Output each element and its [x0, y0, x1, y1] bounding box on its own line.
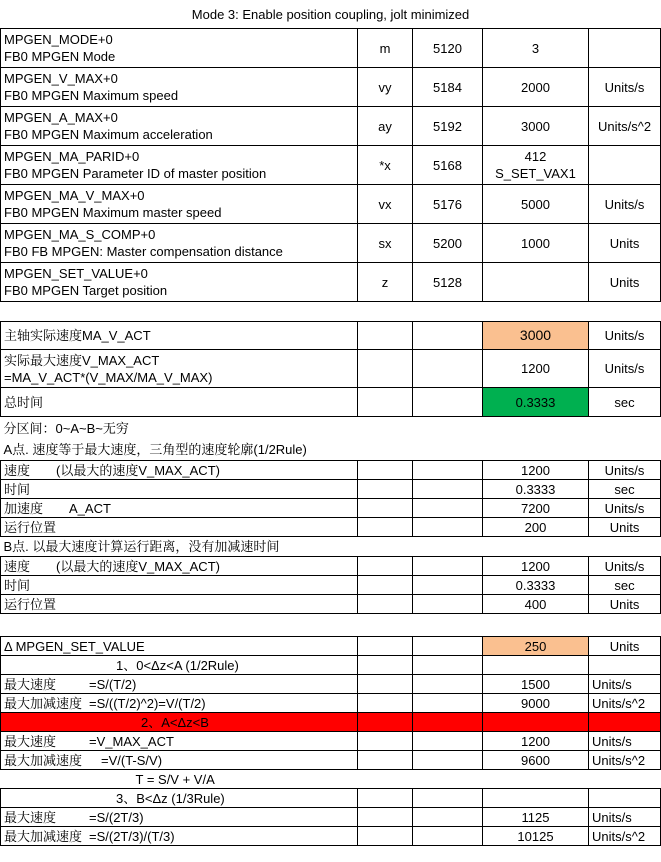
case3-heading-row	[1, 789, 661, 808]
section-b-unit: sec	[589, 576, 661, 595]
param-unit: Units/s	[589, 185, 661, 224]
section-a-unit: Units	[589, 518, 661, 537]
case3-speed-value: 1125	[483, 808, 589, 827]
param-unit: Units/s^2	[589, 107, 661, 146]
param-value: 1000	[483, 224, 589, 263]
section-b-unit: Units/s	[589, 557, 661, 576]
section-a-unit: sec	[589, 480, 661, 499]
case2-accel-row	[1, 751, 661, 770]
section-a-value: 1200	[483, 461, 589, 480]
case2-speed-row	[1, 732, 661, 751]
section-a-heading: A点. 速度等于最大速度，三角型的速度轮廓(1/2Rule)	[1, 440, 661, 461]
param-row	[1, 107, 661, 146]
case1-speed-unit: Units/s	[589, 675, 661, 694]
param-address: 5184	[413, 68, 483, 107]
section-a-label: 时间	[1, 480, 358, 499]
total-time-value: 0.3333	[483, 388, 589, 417]
case2-heading-row	[1, 713, 661, 732]
param-address: 5192	[413, 107, 483, 146]
param-value: 412 S_SET_VAX1	[483, 146, 589, 185]
section-a-value: 200	[483, 518, 589, 537]
param-unit: Units	[589, 224, 661, 263]
case1-speed-row	[1, 675, 661, 694]
param-name: MPGEN_SET_VALUE+0 FB0 MPGEN Target position	[1, 263, 358, 302]
total-time-unit: sec	[589, 388, 661, 417]
case2-accel-value: 9600	[483, 751, 589, 770]
section-a-row	[1, 480, 661, 499]
section-a-unit: Units/s	[589, 461, 661, 480]
case1-speed: 最大速度 =S/(T/2)	[1, 675, 358, 694]
case3-speed-row	[1, 808, 661, 827]
param-name: MPGEN_MODE+0 FB0 MPGEN Mode	[1, 29, 358, 68]
param-name: MPGEN_V_MAX+0 FB0 MPGEN Maximum speed	[1, 68, 358, 107]
param-value: 3000	[483, 107, 589, 146]
vmax-act-value: 1200	[483, 350, 589, 388]
param-address: 5120	[413, 29, 483, 68]
case1-accel-value: 9000	[483, 694, 589, 713]
section-b-heading: B点. 以最大速度计算运行距离，没有加减速时间	[1, 537, 661, 557]
section-b-row	[1, 557, 661, 576]
section-a-value: 7200	[483, 499, 589, 518]
param-symbol: m	[358, 29, 413, 68]
section-a-value: 0.3333	[483, 480, 589, 499]
param-value: 5000	[483, 185, 589, 224]
master-speed-row	[1, 322, 661, 350]
vmax-act-unit: Units/s	[589, 350, 661, 388]
section-b-label: 速度 (以最大的速度V_MAX_ACT)	[1, 557, 358, 576]
case3-accel-unit: Units/s^2	[589, 827, 661, 846]
param-unit	[589, 29, 661, 68]
param-row	[1, 68, 661, 107]
param-unit: Units	[589, 263, 661, 302]
section-b-value: 1200	[483, 557, 589, 576]
delta-row	[1, 637, 661, 656]
case1-accel-row	[1, 694, 661, 713]
sheet-title: Mode 3: Enable position coupling, jolt minimized	[191, 6, 470, 22]
case3-speed-unit: Units/s	[589, 808, 661, 827]
section-b-label: 运行位置	[1, 595, 358, 614]
param-address: 5200	[413, 224, 483, 263]
zone-label: 分区间：0~A~B~无穷	[3, 420, 129, 436]
case3-heading: 3、B<Δz (1/3Rule)	[1, 789, 358, 808]
delta-label: Δ MPGEN_SET_VALUE	[1, 637, 358, 656]
master-speed-value[interactable]: 3000	[483, 322, 589, 350]
master-speed-unit: Units/s	[589, 322, 661, 350]
case2-accel: 最大加减速度 =V/(T-S/V)	[1, 751, 358, 770]
section-b-row	[1, 595, 661, 614]
param-symbol: z	[358, 263, 413, 302]
case3-accel: 最大加减速度 =S/(2T/3)/(T/3)	[1, 827, 358, 846]
case2-accel-unit: Units/s^2	[589, 751, 661, 770]
case2-heading: 2、A<Δz<B	[1, 713, 358, 732]
param-symbol: ay	[358, 107, 413, 146]
param-name: MPGEN_MA_S_COMP+0 FB0 FB MPGEN: Master compensation distance	[1, 224, 358, 263]
case2-speed-value: 1200	[483, 732, 589, 751]
delta-unit: Units	[589, 637, 661, 656]
master-speed-label: 主轴实际速度MA_V_ACT	[1, 322, 358, 350]
case2-time-formula: T = S/V + V/A	[1, 770, 358, 789]
param-name: MPGEN_A_MAX+0 FB0 MPGEN Maximum acceleration	[1, 107, 358, 146]
param-row	[1, 29, 661, 68]
param-row	[1, 224, 661, 263]
vmax-act-label: 实际最大速度V_MAX_ACT =MA_V_ACT*(V_MAX/MA_V_MAX)	[1, 350, 358, 388]
param-symbol: *x	[358, 146, 413, 185]
param-unit	[589, 146, 661, 185]
section-a-label: 加速度 A_ACT	[1, 499, 358, 518]
param-value: 3	[483, 29, 589, 68]
section-a-row	[1, 518, 661, 537]
section-a-row	[1, 461, 661, 480]
case2-formula-row	[1, 770, 661, 789]
param-value	[483, 263, 589, 302]
total-time-row	[1, 388, 661, 417]
param-row	[1, 185, 661, 224]
section-a-label: 速度 (以最大的速度V_MAX_ACT)	[1, 461, 358, 480]
section-b-unit: Units	[589, 595, 661, 614]
case1-heading: 1、0<Δz<A (1/2Rule)	[1, 656, 358, 675]
param-name: MPGEN_MA_V_MAX+0 FB0 MPGEN Maximum master speed	[1, 185, 358, 224]
param-value: 2000	[483, 68, 589, 107]
section-b-value: 400	[483, 595, 589, 614]
param-address: 5128	[413, 263, 483, 302]
param-name: MPGEN_MA_PARID+0 FB0 MPGEN Parameter ID of master position	[1, 146, 358, 185]
case3-speed: 最大速度 =S/(2T/3)	[1, 808, 358, 827]
case1-speed-value: 1500	[483, 675, 589, 694]
section-b-value: 0.3333	[483, 576, 589, 595]
section-a-unit: Units/s	[589, 499, 661, 518]
section-b-row	[1, 576, 661, 595]
section-b-label: 时间	[1, 576, 358, 595]
param-symbol: vx	[358, 185, 413, 224]
case1-accel: 最大加减速度 =S/((T/2)^2)=V/(T/2)	[1, 694, 358, 713]
param-row	[1, 146, 661, 185]
param-row	[1, 263, 661, 302]
case3-accel-value: 10125	[483, 827, 589, 846]
case2-speed: 最大速度 =V_MAX_ACT	[1, 732, 358, 751]
case1-accel-unit: Units/s^2	[589, 694, 661, 713]
case3-accel-row	[1, 827, 661, 846]
param-address: 5168	[413, 146, 483, 185]
section-a-row	[1, 499, 661, 518]
param-symbol: vy	[358, 68, 413, 107]
delta-value[interactable]: 250	[483, 637, 589, 656]
section-a-label: 运行位置	[1, 518, 358, 537]
total-time-label: 总时间	[1, 388, 358, 417]
case1-heading-row	[1, 656, 661, 675]
param-symbol: sx	[358, 224, 413, 263]
param-address: 5176	[413, 185, 483, 224]
case2-speed-unit: Units/s	[589, 732, 661, 751]
param-unit: Units/s	[589, 68, 661, 107]
vmax-act-row	[1, 350, 661, 388]
